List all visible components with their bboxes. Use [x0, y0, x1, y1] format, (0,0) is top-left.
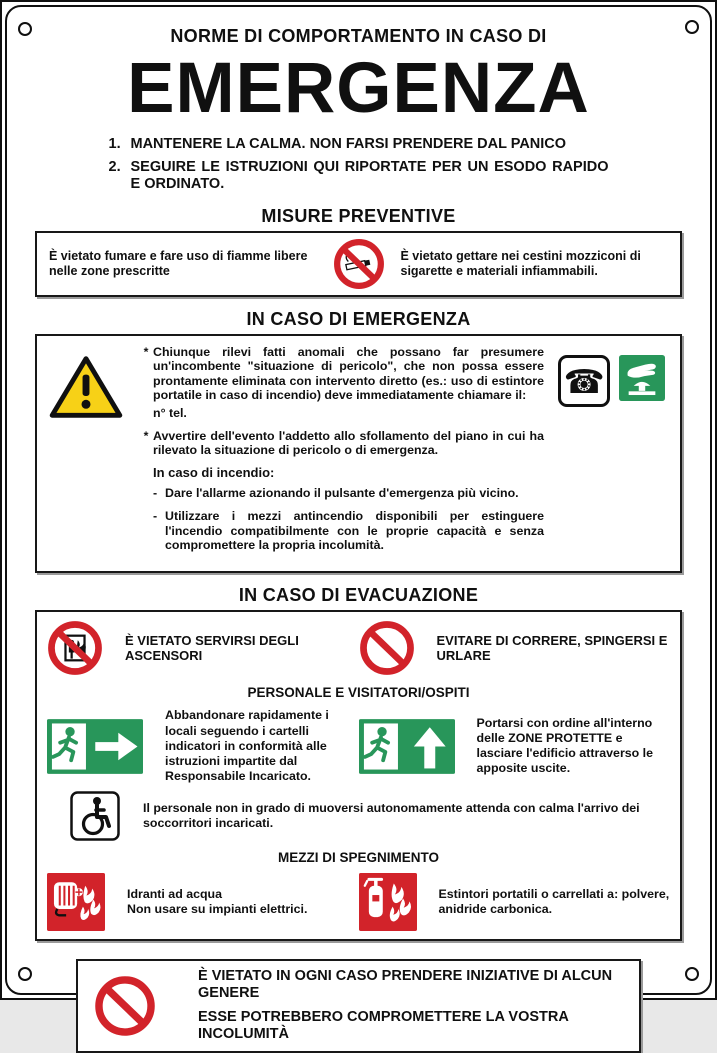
fire-extinguisher-icon: [359, 873, 417, 931]
prohibition-icon: [359, 620, 415, 676]
emergency-instructions: [139, 345, 544, 561]
fire-item-1: [153, 486, 544, 500]
preventive-box: [35, 231, 682, 297]
screw-hole-bottom-left: [18, 967, 32, 981]
dash-marker: -: [153, 509, 158, 524]
no-littering-text: È vietato gettare nei cestini mozziconi di sigarette e materiali infiammabili.: [400, 249, 641, 279]
hydrant-text: [127, 887, 359, 917]
warning-triangle-icon: [47, 345, 125, 561]
exit-right-text: Abbandonare rapidamente i locali seguendo i cartelli indicatori in conformità alle istruzioni impartite dal Responsabile Incaricato.: [165, 708, 329, 783]
section-heading-evacuazione: IN CASO DI EVACUAZIONE: [238, 585, 479, 606]
footer-warning-box: [76, 959, 641, 1052]
prohibition-icon: [94, 973, 156, 1039]
evacuation-box: [35, 610, 682, 941]
rule-text: SEGUIRE LE ISTRUZIONI QUI RIPORTATE PER UN ESODO RAPIDO E ORDINATO.: [130, 158, 609, 193]
people-heading: PERSONALE E VISITATORI/OSPITI: [247, 685, 470, 701]
fire-item-2: [153, 509, 544, 552]
rule-number: 1.: [108, 136, 121, 152]
phone-number-line: n° tel.: [153, 405, 187, 420]
dash-marker: -: [153, 485, 158, 500]
bullet-text: Avvertire dell'evento l'addetto allo sfollamento del piano in cui ha rilevato la situazione di pericolo o di emergenza.: [153, 429, 544, 458]
pretitle: NORME DI COMPORTAMENTO IN CASO DI: [170, 26, 547, 46]
hydrant-line-1: Idranti ad acqua: [127, 886, 223, 901]
footer-line-2: ESSE POTREBBERO COMPROMETTERE LA VOSTRA INCOLUMITÀ: [198, 1009, 569, 1043]
evacuation-row-exits: [47, 708, 670, 784]
emergency-alarm-button-icon: [619, 355, 665, 401]
wheelchair-icon: [47, 791, 143, 841]
screw-hole-top-right: [685, 20, 699, 34]
extinguishing-heading: MEZZI DI SPEGNIMENTO: [277, 850, 439, 866]
rules-list: [109, 136, 609, 194]
emergency-bullet-1: [139, 345, 544, 403]
fire-item-text: Dare l'allarme azionando il pulsante d'emergenza più vicino.: [165, 485, 519, 500]
emergency-exit-up-icon: [359, 719, 455, 774]
emergency-icons: [558, 345, 670, 561]
evacuation-row-extinguishing: [47, 873, 670, 931]
rule-text: MANTENERE LA CALMA. NON FARSI PRENDERE DAL PANICO: [130, 136, 567, 152]
no-elevator-icon: [47, 620, 103, 676]
emergency-box: [35, 334, 682, 573]
rule-item-1: [109, 136, 609, 154]
fire-case-heading: In caso di incendio:: [153, 464, 275, 480]
exit-right-block: [47, 708, 359, 784]
screw-hole-top-left: [18, 22, 32, 36]
bullet-marker: *: [143, 429, 149, 444]
section-heading-emergenza: IN CASO DI EMERGENZA: [246, 309, 471, 330]
no-elevator-block: [47, 620, 359, 676]
wheelchair-text: Il personale non in grado di muoversi autonomamente attenda con calma l'arrivo dei soccorritori incaricati.: [143, 800, 640, 831]
emergency-bullet-2: [139, 429, 544, 458]
evacuation-row-prohibitions: [47, 620, 670, 676]
no-running-block: [359, 620, 671, 676]
bullet-text: Chiunque rilevi fatti anomali che possano far presumere un'incombente "situazione di pericolo", che non possa essere prontamente eliminata con intervento diretto (es.: uso di estintore portatile in caso di incendio) deve immediatamente chiamare il:: [153, 345, 544, 403]
no-running-text: EVITARE DI CORRERE, SPINGERSI E URLARE: [436, 632, 668, 664]
hydrant-block: [47, 873, 359, 931]
telephone-icon: [558, 355, 610, 407]
footer-text: [198, 968, 623, 1043]
no-smoking-text: È vietato fumare e fare uso di fiamme libere nelle zone prescritte: [49, 249, 308, 279]
sign-content: [35, 26, 682, 1053]
exit-up-block: [359, 716, 671, 777]
rule-number: 2.: [108, 158, 121, 175]
page-title: EMERGENZA: [127, 49, 590, 128]
extinguisher-text: Estintori portatili o carrellati a: polvere, anidride carbonica.: [438, 886, 670, 917]
telephone-glyph: ☎: [563, 361, 605, 401]
emergency-exit-right-icon: [47, 719, 143, 774]
screw-hole-bottom-right: [685, 967, 699, 981]
bullet-marker: *: [143, 345, 149, 360]
footer-line-1: È VIETATO IN OGNI CASO PRENDERE INIZIATIVE DI ALCUN GENERE: [198, 968, 613, 1002]
exit-up-text: Portarsi con ordine all'interno delle ZONE PROTETTE e lasciare l'edificio attraverso le apposite uscite.: [476, 716, 654, 776]
no-elevator-text: È VIETATO SERVIRSI DEGLI ASCENSORI: [125, 632, 299, 664]
fire-hose-reel-icon: [47, 873, 105, 931]
evacuation-row-wheelchair: [47, 791, 670, 841]
section-heading-misure-preventive: MISURE PREVENTIVE: [261, 206, 456, 227]
extinguisher-block: [359, 873, 671, 931]
fire-item-text: Utilizzare i mezzi antincendio disponibili per estinguere l'incendio compatibilmente con le proprie capacità e senza compromettere la propria incolumità.: [165, 509, 544, 553]
rule-item-2: [109, 159, 609, 194]
no-smoking-icon: [333, 238, 385, 290]
hydrant-line-2: Non usare su impianti elettrici.: [127, 902, 308, 917]
